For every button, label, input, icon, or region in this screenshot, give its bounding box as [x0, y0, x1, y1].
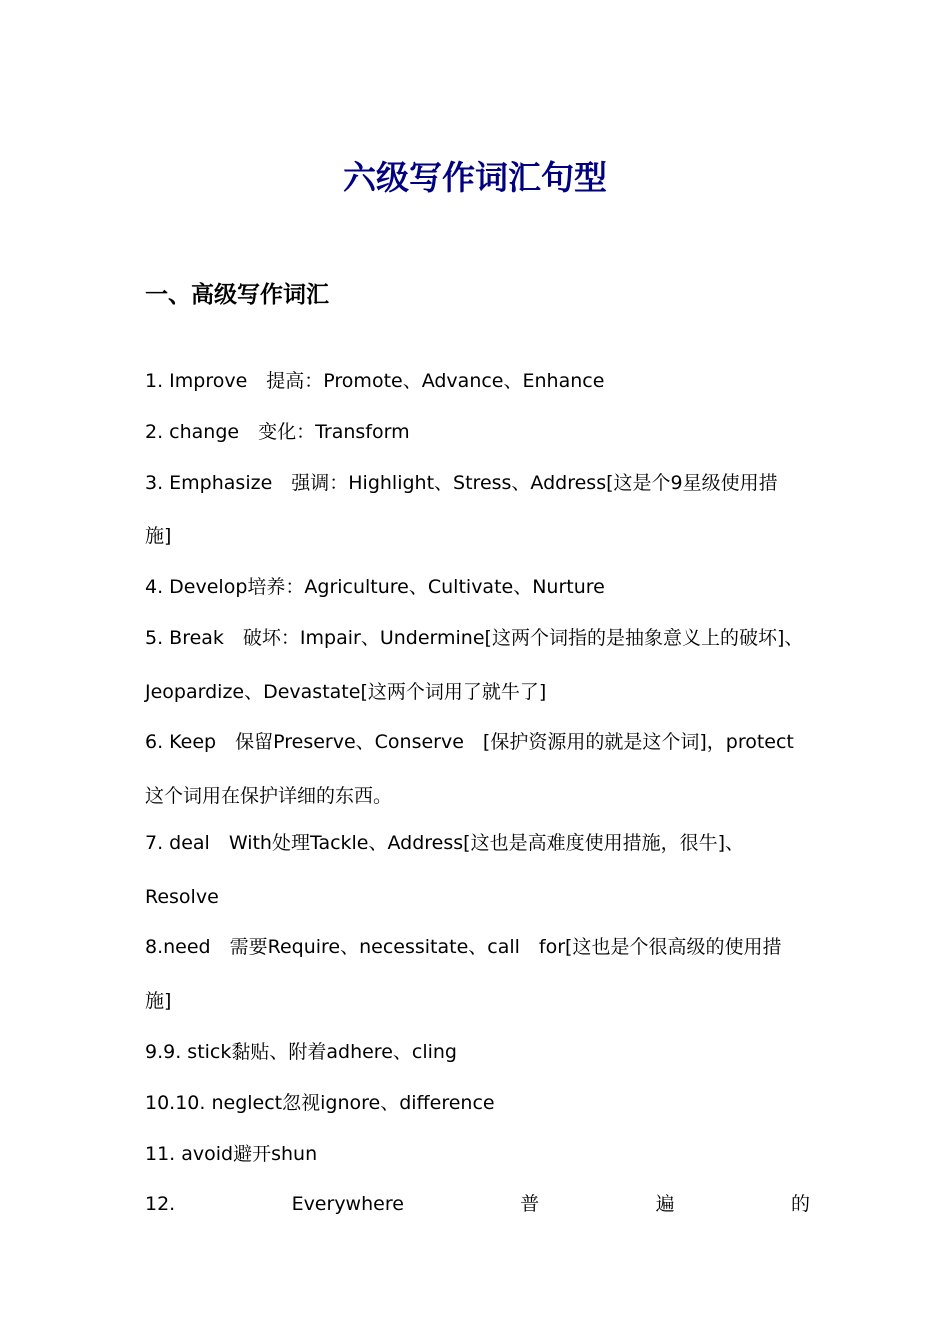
vocab-line-6: 6. Keep 保留Preserve、Conserve [保护资源用的就是这个词]，protect: [145, 731, 794, 753]
vocab-line-3: 3. Emphasize 强调：Highlight、Stress、Address[这是个9星级使用措: [145, 472, 778, 494]
vocab-line-2: 2. change 变化：Transform: [145, 421, 410, 443]
item-char: 普: [520, 1193, 540, 1215]
vocab-line-9: 9.9. stick黏贴、附着adhere、cling: [145, 1041, 457, 1063]
vocab-line-1: 1. Improve 提高：Promote、Advance、Enhance: [145, 370, 605, 392]
vocab-line-8: 8.need 需要Require、necessitate、call for[这也是个很高级的使用措: [145, 936, 782, 958]
item-number: 12.: [145, 1193, 176, 1215]
item-char: 的: [790, 1193, 810, 1215]
vocab-line-5-cont: Jeopardize、Devastate[这两个词用了就牛了]: [145, 681, 547, 703]
vocab-line-10: 10.10. neglect忽视ignore、difference: [145, 1092, 495, 1114]
vocab-line-3-cont: 施]: [145, 525, 172, 547]
vocab-line-4: 4. Develop培养：Agriculture、Cultivate、Nurture: [145, 576, 605, 598]
vocab-line-8-cont: 施]: [145, 990, 172, 1012]
vocab-line-12: [145, 1192, 810, 1216]
vocab-line-11: 11. avoid避开shun: [145, 1143, 318, 1165]
section-heading: 一、高级写作词汇: [145, 281, 329, 308]
item-word: Everywhere: [291, 1193, 404, 1215]
vocab-line-6-cont: 这个词用在保护详细的东西。: [145, 785, 393, 807]
vocab-line-7: 7. deal With处理Tackle、Address[这也是高难度使用措施，很牛]、: [145, 832, 744, 854]
vocab-line-5: 5. Break 破坏：Impair、Undermine[这两个词指的是抽象意义上的破坏]、: [145, 627, 804, 649]
vocab-line-7-cont: Resolve: [145, 886, 219, 908]
document-title: 六级写作词汇句型: [343, 158, 607, 197]
item-char: 遍: [655, 1193, 675, 1215]
